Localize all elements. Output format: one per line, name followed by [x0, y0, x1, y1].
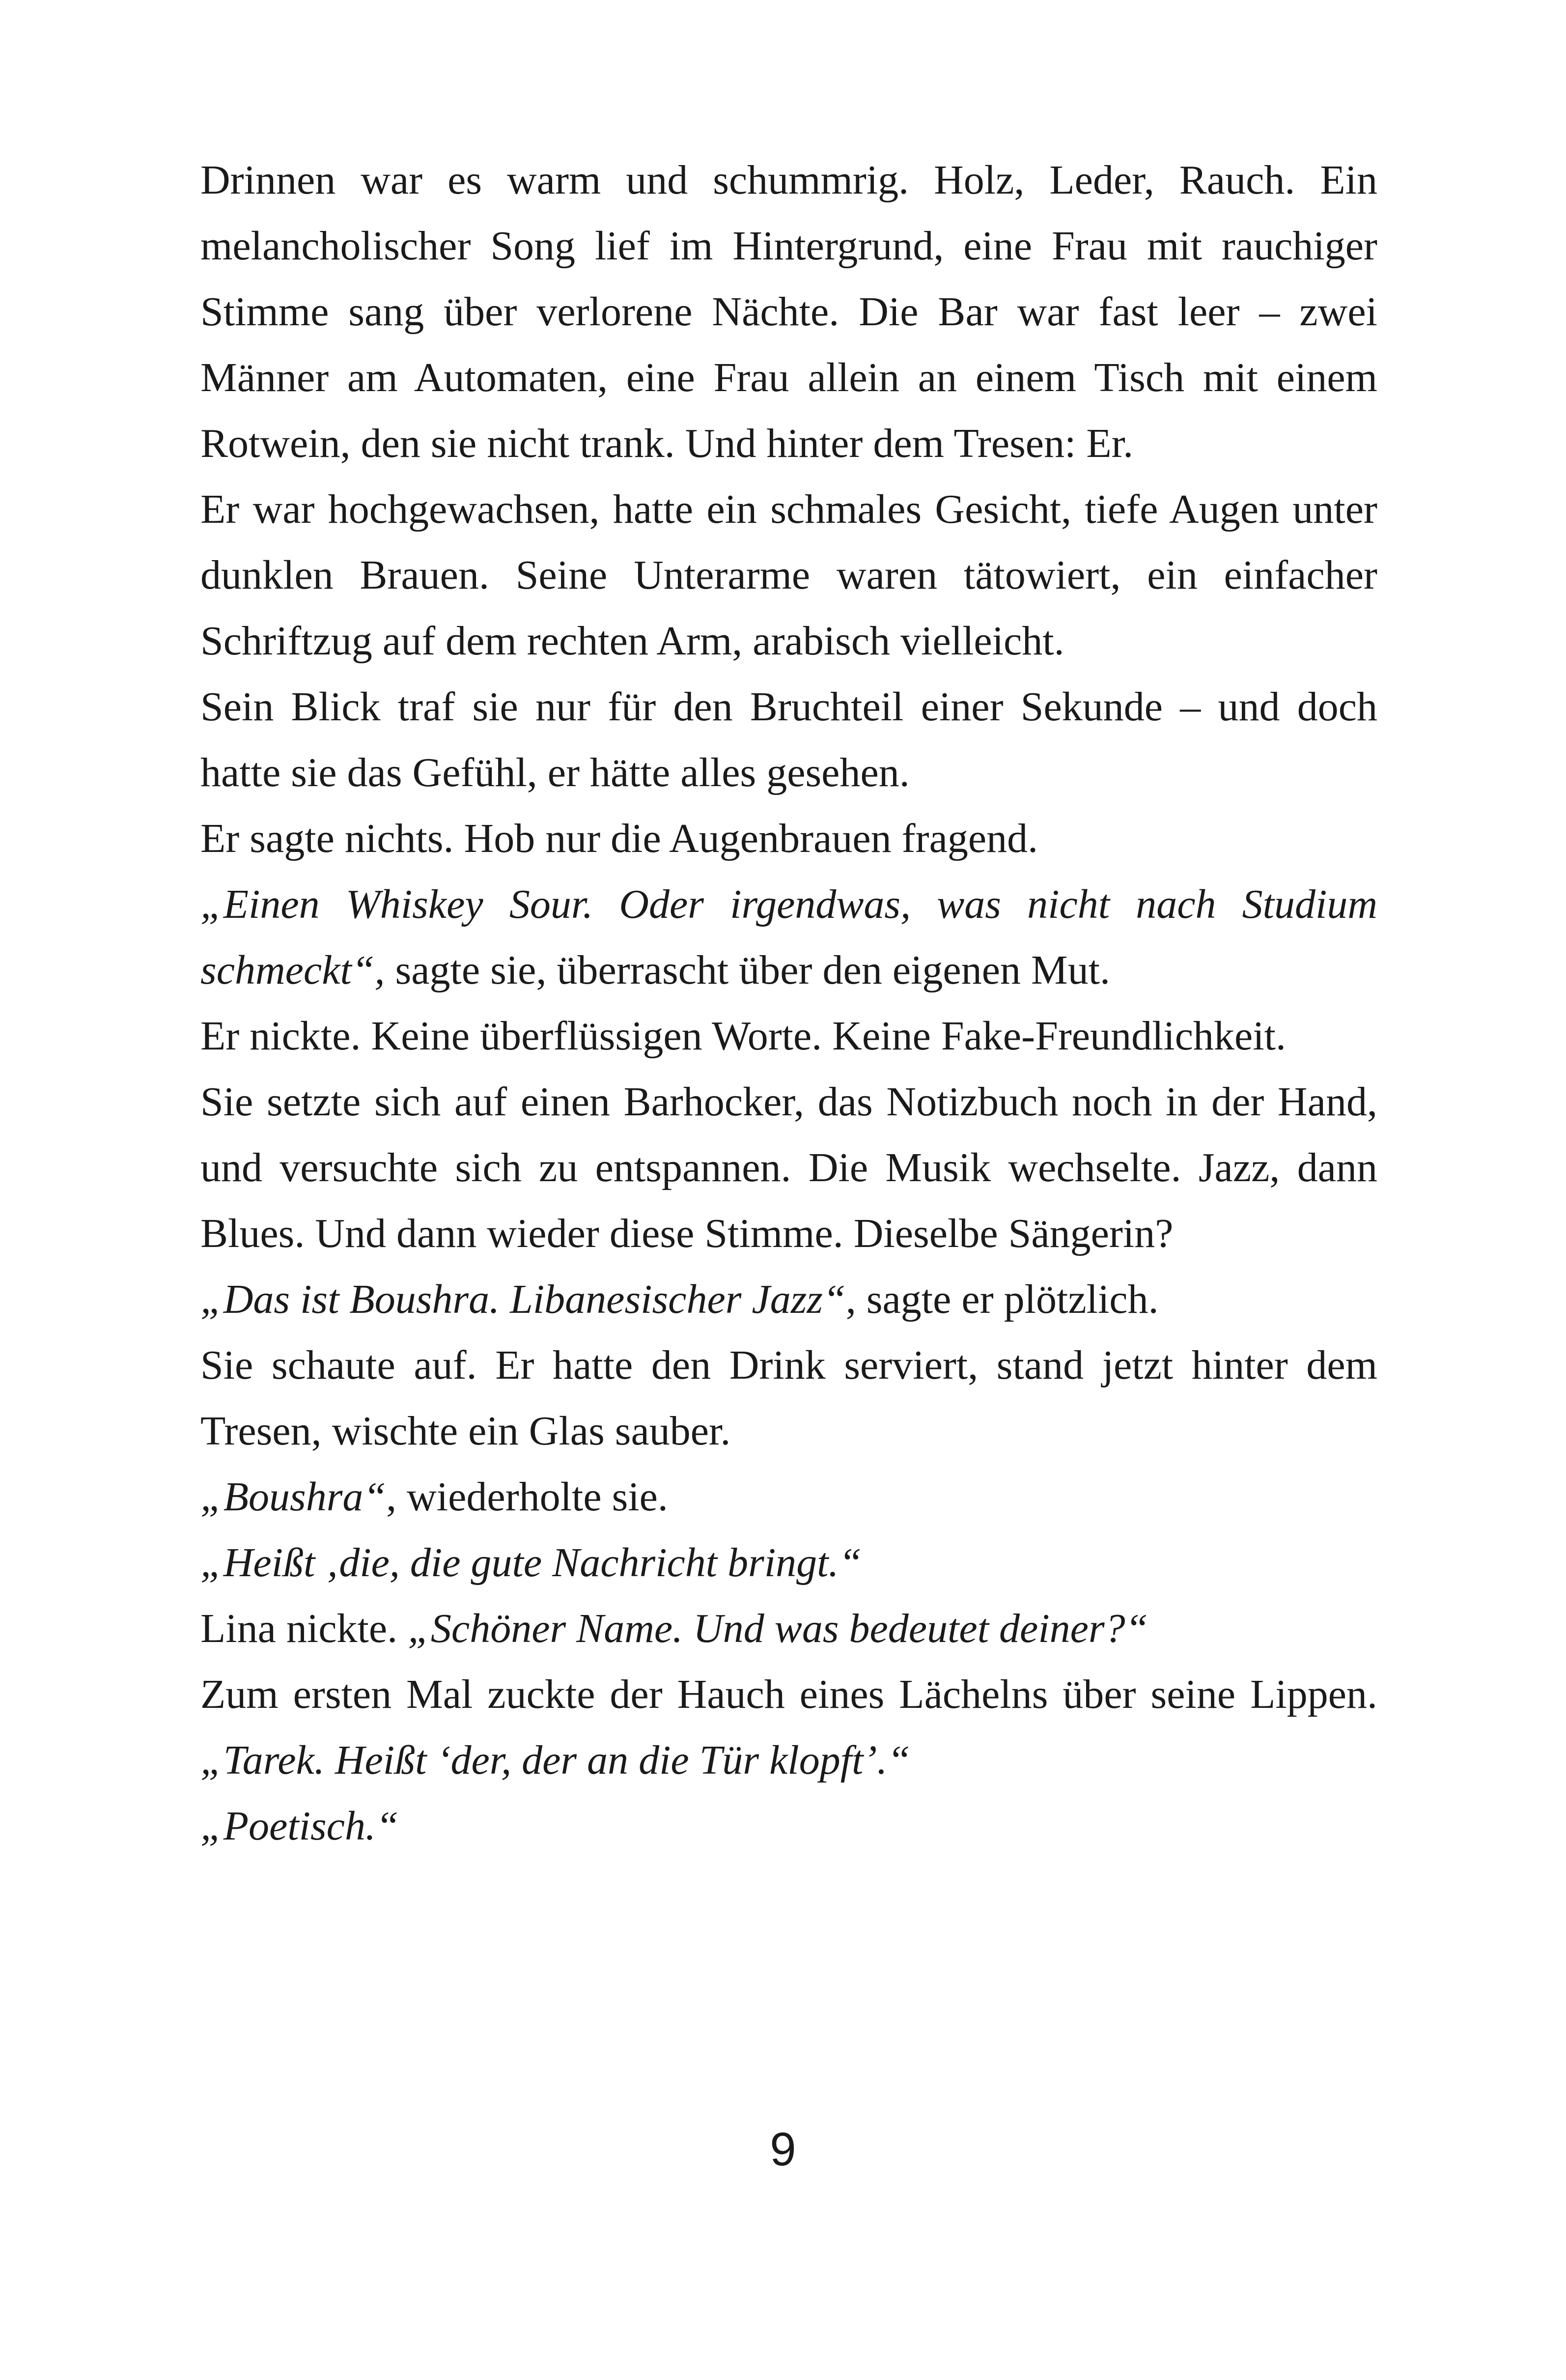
paragraph-text: Sie setzte sich auf einen Barhocker, das Notizbuch noch in der Hand, und versuchte sich zu entspannen. Die Musik wechselte. Jazz, dann Blues. Und dann wieder diese Stimme. Dieselbe Sängerin? [200, 1079, 1377, 1256]
paragraph-text: sagte sie, überrascht über den eigenen Mut. [385, 947, 1111, 993]
dialogue-quote: „Einen Whiskey Sour. Oder irgendwas, was nicht nach Studium schmeckt“, [200, 881, 1377, 993]
dialogue-paragraph [200, 1267, 1377, 1332]
dialogue-quote: „Das ist Boushra. Libanesischer Jazz“ [200, 1276, 846, 1322]
paragraph-text: , sagte er plötzlich. [845, 1276, 1159, 1322]
dialogue-quote: „Tarek. Heißt ‘der, der an die Tür klopft’.“ [200, 1737, 911, 1783]
dialogue-paragraph [200, 1530, 1377, 1596]
dialogue-paragraph [200, 1596, 1377, 1662]
paragraph-text: Er war hochgewachsen, hatte ein schmales Gesicht, tiefe Augen unter dunklen Brauen. Seine Unterarme waren tätowiert, ein einfacher Schriftzug auf dem rechten Arm, arabisch vielleicht. [200, 486, 1377, 664]
paragraph-text: Er sagte nichts. Hob nur die Augenbrauen fragend. [200, 816, 1038, 861]
paragraph-text: Lina nickte. [200, 1606, 408, 1651]
dialogue-paragraph [200, 1662, 1377, 1793]
paragraph-text: Er nickte. Keine überflüssigen Worte. Keine Fake-Freundlichkeit. [200, 1013, 1286, 1059]
paragraph [200, 1069, 1377, 1267]
paragraph-text: Zum ersten Mal zuckte der Hauch eines Lächelns über seine Lippen. [200, 1672, 1377, 1717]
page-number: 9 [770, 2123, 796, 2176]
dialogue-quote: „Poetisch.“ [200, 1803, 399, 1849]
book-page-body [200, 147, 1377, 1859]
paragraph [200, 674, 1377, 806]
paragraph [200, 147, 1377, 477]
paragraph-text: Sie schaute auf. Er hatte den Drink serviert, stand jetzt hinter dem Tresen, wischte ein Glas sauber. [200, 1342, 1377, 1454]
paragraph [200, 477, 1377, 674]
dialogue-quote: „Schöner Name. Und was bedeutet deiner?“ [408, 1606, 1148, 1651]
dialogue-quote: „Boushra“ [200, 1474, 387, 1520]
paragraph [200, 806, 1377, 872]
paragraph-text: , wiederholte sie. [386, 1474, 668, 1520]
dialogue-quote: „Heißt ‚die, die gute Nachricht bringt.“ [200, 1540, 862, 1586]
dialogue-paragraph [200, 1464, 1377, 1530]
dialogue-paragraph [200, 1793, 1377, 1859]
dialogue-paragraph [200, 872, 1377, 1003]
paragraph-text: Sein Blick traf sie nur für den Bruchteil einer Sekunde – und doch hatte sie das Gefühl, er hätte alles gesehen. [200, 684, 1377, 795]
paragraph [200, 1003, 1377, 1069]
paragraph [200, 1332, 1377, 1464]
paragraph-text: Drinnen war es warm und schummrig. Holz, Leder, Rauch. Ein melancholischer Song lief im Hintergrund, eine Frau mit rauchiger Stimme sang über verlorene Nächte. Die Bar war fast leer – zwei Männer am Automaten, eine Frau allein an einem Tisch mit einem Rotwein, den sie nicht trank. Und hinter dem Tresen: Er. [200, 157, 1377, 466]
